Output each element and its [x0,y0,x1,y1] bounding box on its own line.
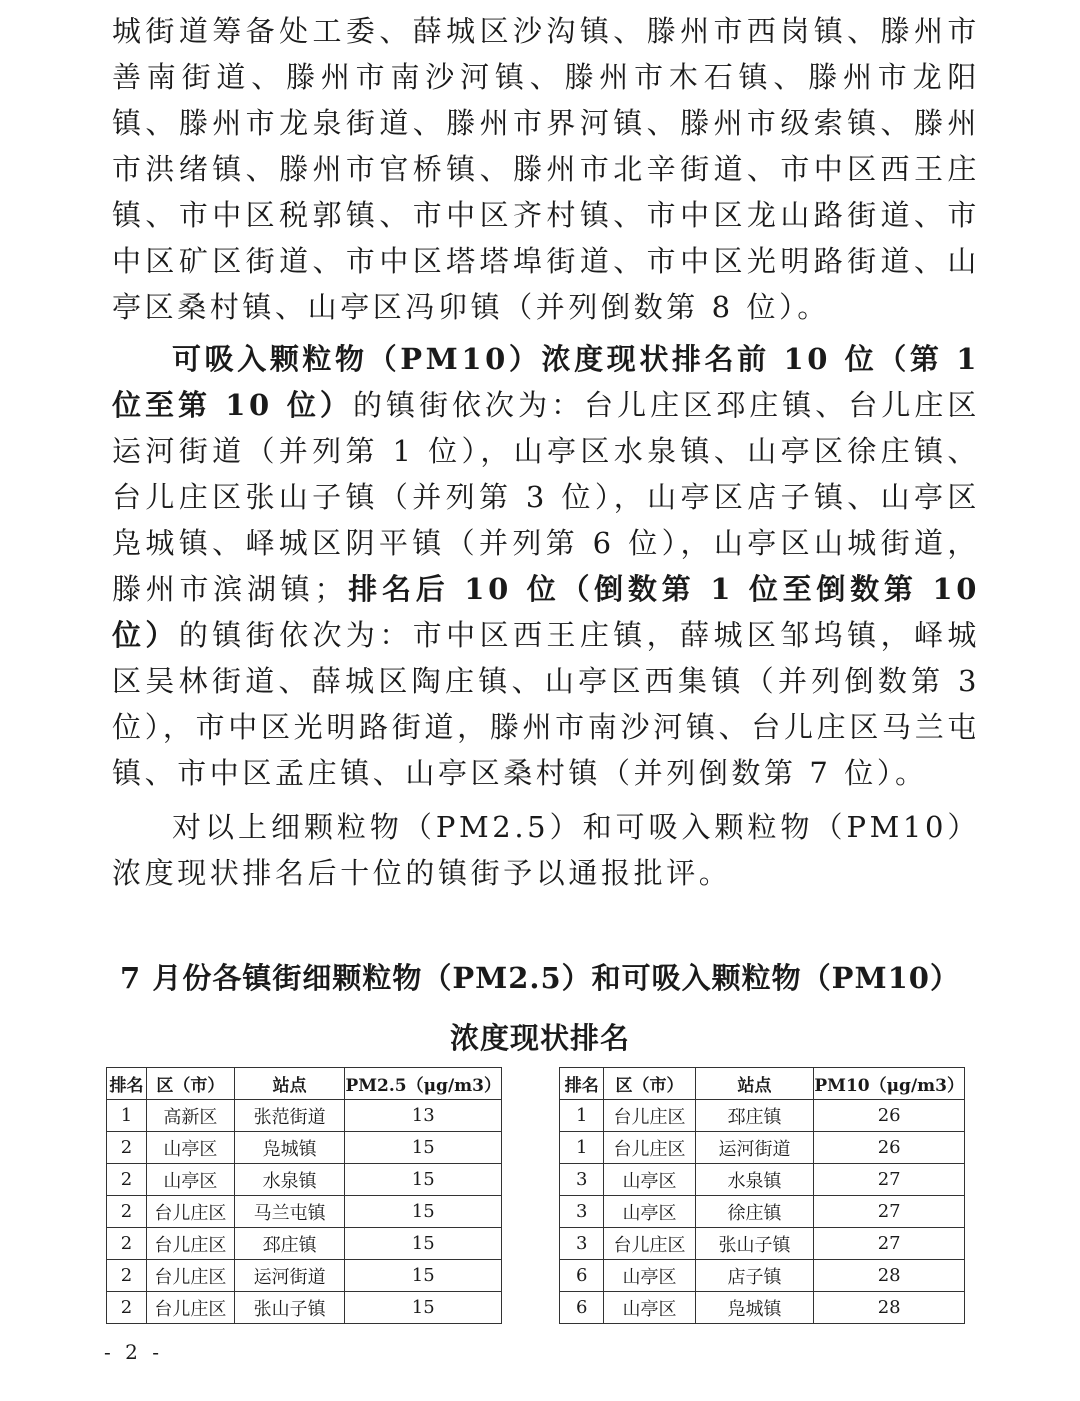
cell-district: 山亭区 [604,1292,695,1324]
header-rank: 排名 [560,1068,604,1100]
cell-rank: 2 [107,1228,147,1260]
table-title-line2: 浓度现状排名 [449,1021,630,1055]
cell-district: 山亭区 [604,1260,695,1292]
cell-value: 28 [814,1292,965,1324]
page-number: - 2 - [104,1340,163,1364]
cell-district: 台儿庄区 [146,1228,234,1260]
table-row [560,1228,965,1260]
cell-value: 26 [814,1100,965,1132]
cell-district: 台儿庄区 [146,1260,234,1292]
table-row [107,1164,502,1196]
pm10-top10-heading: 可吸入颗粒物（PM10）浓度现状排名前 10 位（第 1 位至第 10 位） [112,342,980,422]
table-header-row [107,1068,502,1100]
pm25-ranking-table [106,1067,502,1324]
cell-value: 15 [345,1132,502,1164]
cell-station: 凫城镇 [234,1132,345,1164]
cell-station: 张范街道 [234,1100,345,1132]
table-row [107,1292,502,1324]
cell-rank: 2 [107,1260,147,1292]
table-header-row [560,1068,965,1100]
cell-station: 运河街道 [695,1132,814,1164]
cell-value: 27 [814,1164,965,1196]
cell-station: 张山子镇 [695,1228,814,1260]
cell-rank: 2 [107,1164,147,1196]
cell-station: 水泉镇 [234,1164,345,1196]
cell-value: 27 [814,1228,965,1260]
pm10-top10-text: 的镇街依次为：台儿庄区邳庄镇、台儿庄区运河街道（并列第 1 位），山亭区水泉镇、山亭区徐庄镇、台儿庄区张山子镇（并列第 3 位），山亭区店子镇、山亭区凫城镇、峄城区阴平镇（并列第 6 位），山亭区山城街道，滕州市滨湖镇； [112,388,980,606]
table-row [107,1228,502,1260]
paragraph-criticism [112,804,980,896]
cell-station: 凫城镇 [695,1292,814,1324]
cell-value: 15 [345,1260,502,1292]
table-row [107,1100,502,1132]
cell-rank: 6 [560,1260,604,1292]
table-row [107,1196,502,1228]
paragraph-pm25-bottom-list [112,8,980,330]
cell-rank: 3 [560,1164,604,1196]
header-district: 区（市） [146,1068,234,1100]
cell-district: 山亭区 [146,1164,234,1196]
cell-rank: 1 [560,1100,604,1132]
cell-district: 台儿庄区 [604,1228,695,1260]
paragraph-text: 城街道筹备处工委、薛城区沙沟镇、滕州市西岗镇、滕州市善南街道、滕州市南沙河镇、滕州市木石镇、滕州市龙阳镇、滕州市龙泉街道、滕州市界河镇、滕州市级索镇、滕州市洪绪镇、滕州市官桥镇、滕州市北辛街道、市中区西王庄镇、市中区税郭镇、市中区齐村镇、市中区龙山路街道、市中区矿区街道、市中区塔塔埠街道、市中区光明路街道、山亭区桑村镇、山亭区冯卯镇（并列倒数第 8 位）。 [112,14,980,324]
header-station: 站点 [695,1068,814,1100]
cell-value: 28 [814,1260,965,1292]
cell-rank: 2 [107,1196,147,1228]
cell-value: 26 [814,1132,965,1164]
paragraph-text: 对以上细颗粒物（PM2.5）和可吸入颗粒物（PM10）浓度现状排名后十位的镇街予以通报批评。 [112,810,980,890]
cell-district: 台儿庄区 [604,1132,695,1164]
header-value: PM2.5（μg/m3） [345,1068,502,1100]
cell-rank: 2 [107,1292,147,1324]
table-row [560,1292,965,1324]
cell-value: 27 [814,1196,965,1228]
cell-value: 15 [345,1164,502,1196]
cell-station: 水泉镇 [695,1164,814,1196]
cell-rank: 1 [107,1100,147,1132]
cell-value: 15 [345,1228,502,1260]
cell-station: 店子镇 [695,1260,814,1292]
cell-rank: 1 [560,1132,604,1164]
cell-station: 邳庄镇 [695,1100,814,1132]
pm10-bottom10-heading: 排名后 10 位（倒数第 1 位至倒数第 10 位） [112,572,980,652]
cell-district: 台儿庄区 [146,1196,234,1228]
header-value: PM10（μg/m3） [814,1068,965,1100]
table-row [560,1196,965,1228]
cell-station: 邳庄镇 [234,1228,345,1260]
cell-district: 山亭区 [604,1164,695,1196]
cell-district: 台儿庄区 [146,1292,234,1324]
cell-district: 山亭区 [146,1132,234,1164]
table-title-line1: 7 月份各镇街细颗粒物（PM2.5）和可吸入颗粒物（PM10） [120,961,960,995]
table-row [560,1132,965,1164]
cell-value: 15 [345,1196,502,1228]
cell-district: 山亭区 [604,1196,695,1228]
cell-rank: 3 [560,1196,604,1228]
paragraph-pm10-ranking [112,336,980,796]
cell-rank: 2 [107,1132,147,1164]
cell-rank: 3 [560,1228,604,1260]
pm10-bottom10-text: 的镇街依次为：市中区西王庄镇，薛城区邹坞镇，峄城区吴林街道、薛城区陶庄镇、山亭区西集镇（并列倒数第 3 位），市中区光明路街道，滕州市南沙河镇、台儿庄区马兰屯镇、市中区孟庄镇、山亭区桑村镇（并列倒数第 7 位）。 [112,618,981,790]
cell-value: 13 [345,1100,502,1132]
cell-district: 高新区 [146,1100,234,1132]
table-row [560,1100,965,1132]
cell-station: 马兰屯镇 [234,1196,345,1228]
cell-station: 运河街道 [234,1260,345,1292]
cell-value: 15 [345,1292,502,1324]
cell-station: 徐庄镇 [695,1196,814,1228]
header-district: 区（市） [604,1068,695,1100]
table-row [560,1164,965,1196]
cell-station: 张山子镇 [234,1292,345,1324]
header-station: 站点 [234,1068,345,1100]
table-row [560,1260,965,1292]
cell-rank: 6 [560,1292,604,1324]
table-row [107,1132,502,1164]
pm10-ranking-table [559,1067,965,1324]
table-row [107,1260,502,1292]
header-rank: 排名 [107,1068,147,1100]
cell-district: 台儿庄区 [604,1100,695,1132]
